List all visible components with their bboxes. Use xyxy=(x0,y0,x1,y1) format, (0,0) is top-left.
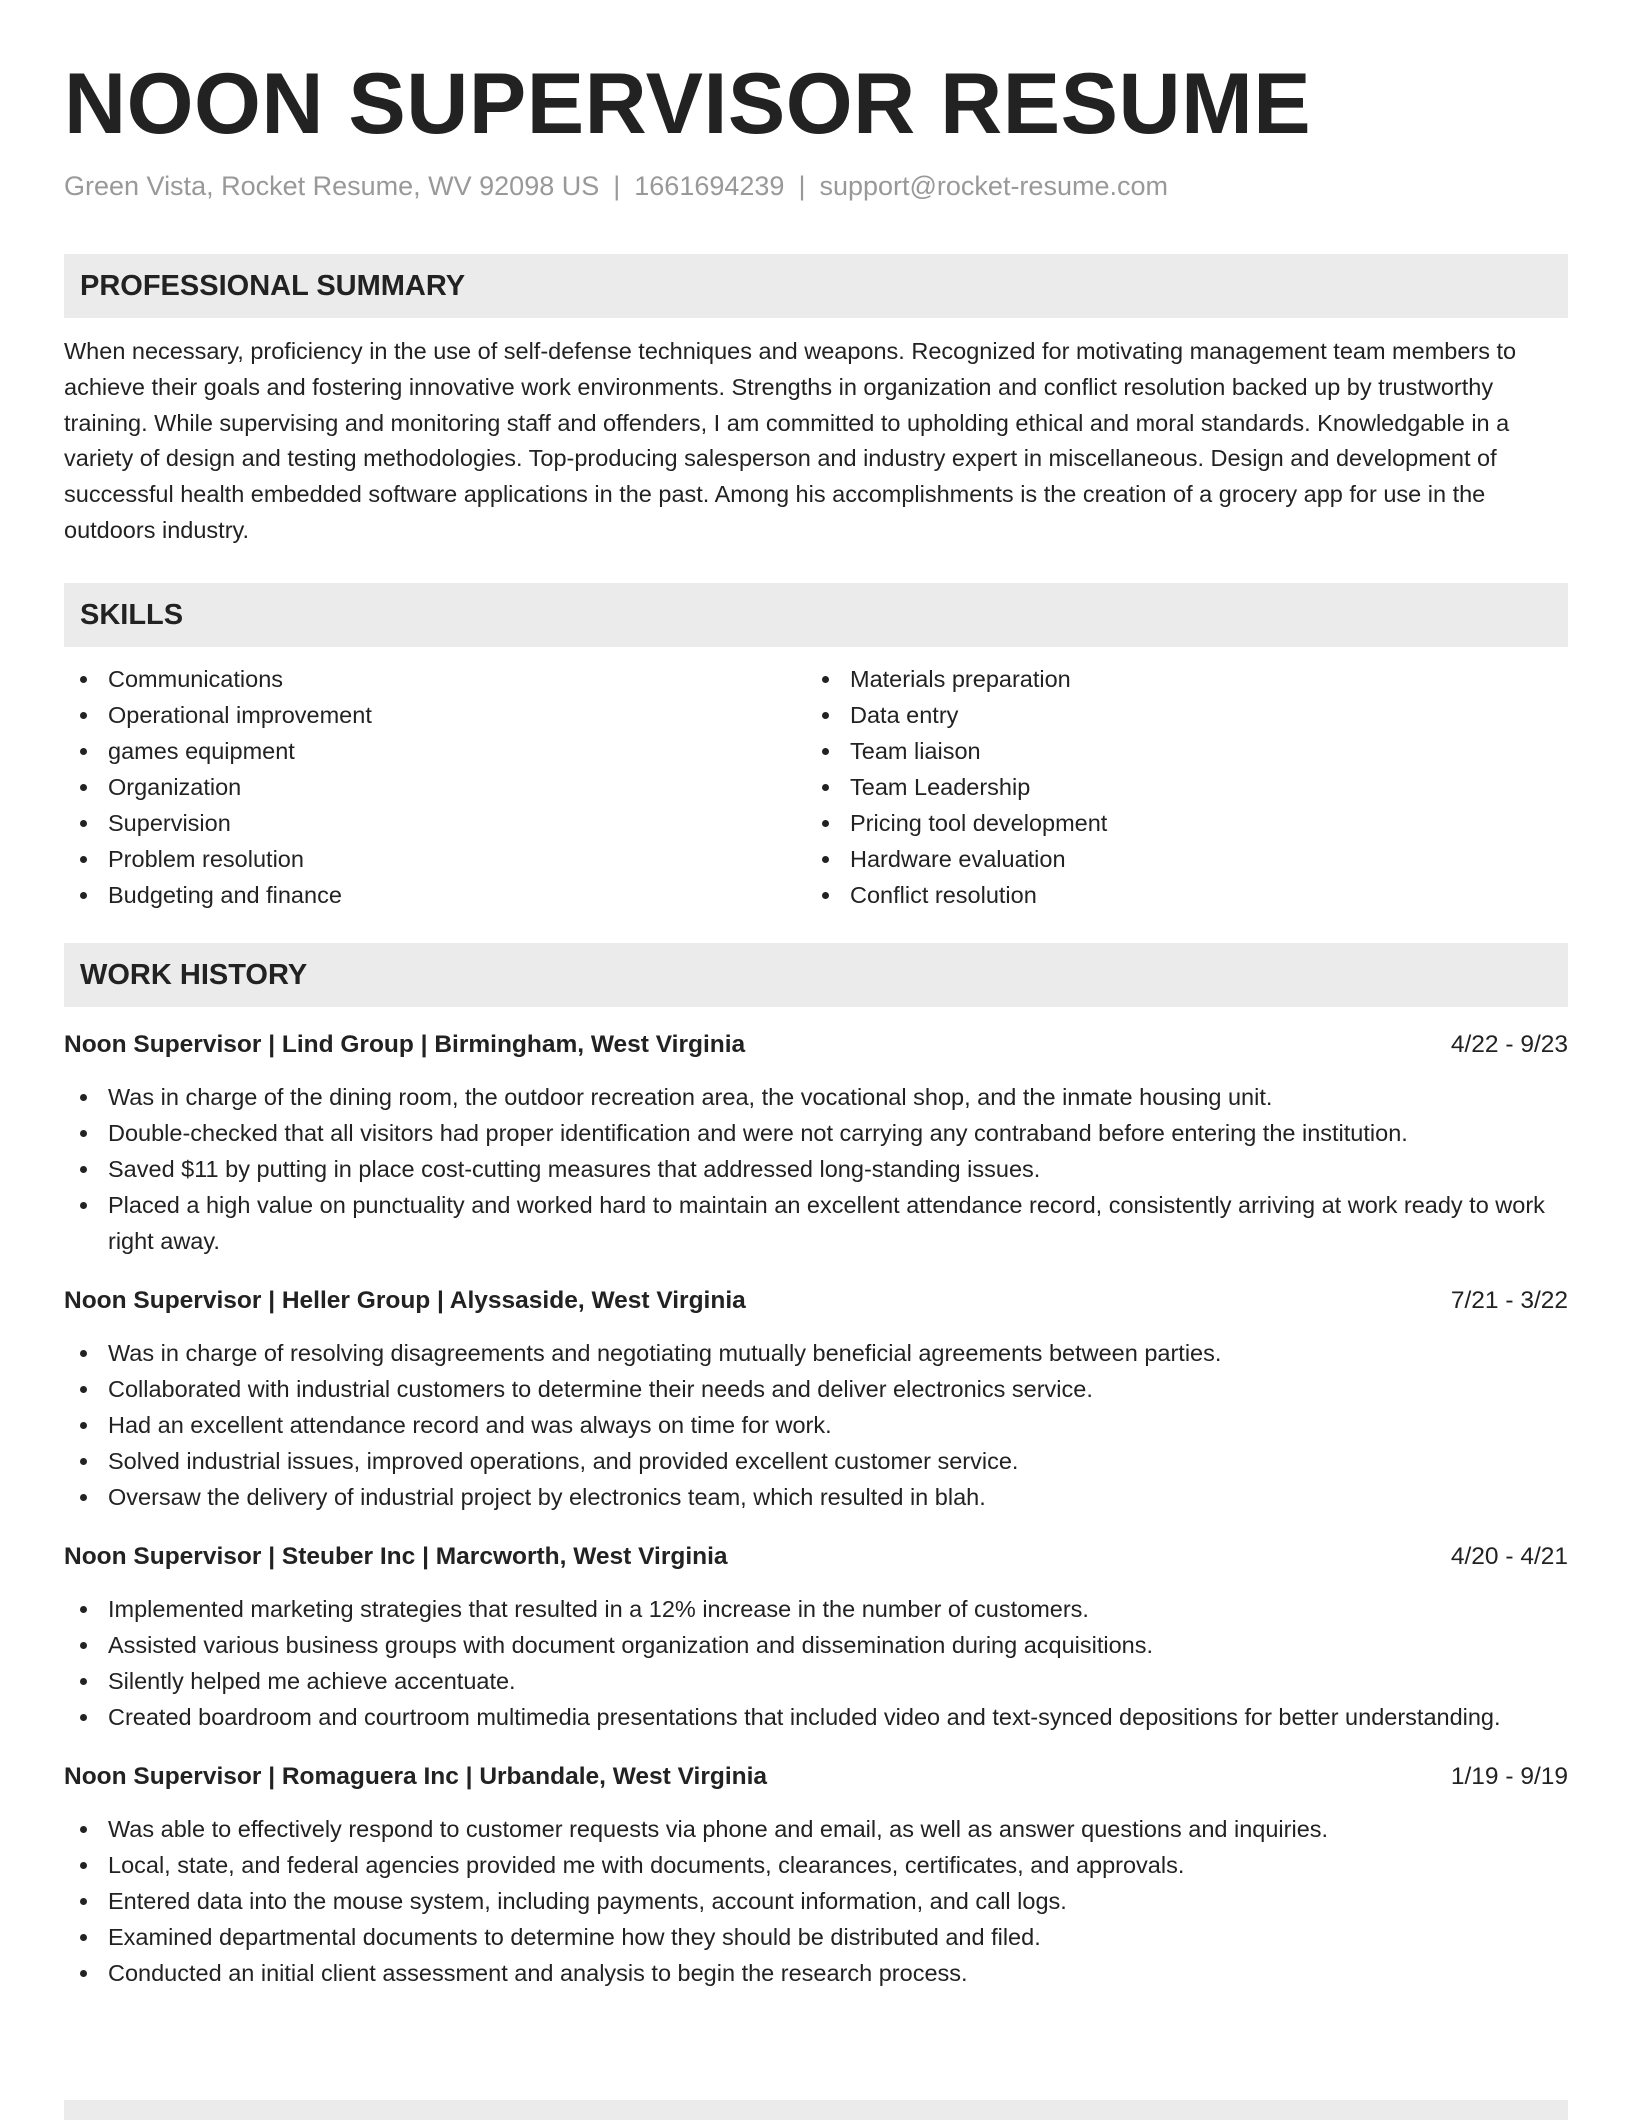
skill-item: Communications xyxy=(64,661,806,697)
skill-item: Materials preparation xyxy=(806,661,1548,697)
job-title: Noon Supervisor | Heller Group | Alyssaside, West Virginia xyxy=(64,1286,746,1314)
skill-item: Pricing tool development xyxy=(806,805,1548,841)
job-bullet: Local, state, and federal agencies provided me with documents, clearances, certificates, and approvals. xyxy=(64,1847,1568,1883)
job-bullet: Placed a high value on punctuality and worked hard to maintain an excellent attendance record, consistently arriving at work ready to work right away. xyxy=(64,1187,1568,1259)
job-bullet: Conducted an initial client assessment and analysis to begin the research process. xyxy=(64,1955,1568,1991)
job-header xyxy=(64,1283,1568,1319)
next-section-heading-bar xyxy=(64,2100,1568,2120)
resume-page xyxy=(64,0,1568,1991)
job-bullets xyxy=(64,1335,1568,1515)
job-bullet: Was in charge of the dining room, the outdoor recreation area, the vocational shop, and the inmate housing unit. xyxy=(64,1079,1568,1115)
skill-item: Budgeting and finance xyxy=(64,877,806,913)
job-title: Noon Supervisor | Steuber Inc | Marcworth, West Virginia xyxy=(64,1542,728,1570)
skills-column-left xyxy=(64,661,806,913)
job-bullets xyxy=(64,1079,1568,1259)
skill-item: Conflict resolution xyxy=(806,877,1548,913)
job-entry xyxy=(64,1283,1568,1515)
skills-list xyxy=(64,661,1568,913)
job-dates: 4/20 - 4/21 xyxy=(1450,1542,1568,1570)
job-bullet: Collaborated with industrial customers to determine their needs and deliver electronics service. xyxy=(64,1371,1568,1407)
job-bullet: Saved $11 by putting in place cost-cutting measures that addressed long-standing issues. xyxy=(64,1151,1568,1187)
job-bullets xyxy=(64,1591,1568,1735)
summary-text: When necessary, proficiency in the use of self-defense techniques and weapons. Recognized for motivating management team members to achieve their goals and fostering innovative work environments. Strengths in organization and conflict resolution backed up by trustworthy training. While supervising and monitoring staff and offenders, I am committed to upholding ethical and moral standards. Knowledgable in a variety of design and testing methodologies. Top-producing salesperson and industry expert in miscellaneous. Design and development of successful health embedded software applications in the past. Among his accomplishments is the creation of a grocery app for use in the outdoors industry. xyxy=(64,338,1517,543)
job-header xyxy=(64,1027,1568,1063)
job-dates: 1/19 - 9/19 xyxy=(1450,1762,1568,1790)
skill-item: games equipment xyxy=(64,733,806,769)
skill-item: Team Leadership xyxy=(806,769,1548,805)
job-bullet: Had an excellent attendance record and was always on time for work. xyxy=(64,1407,1568,1443)
contact-email: support@rocket-resume.com xyxy=(819,171,1168,201)
job-bullet: Was in charge of resolving disagreements and negotiating mutually beneficial agreements between parties. xyxy=(64,1335,1568,1371)
job-bullet: Oversaw the delivery of industrial project by electronics team, which resulted in blah. xyxy=(64,1479,1568,1515)
skill-item: Data entry xyxy=(806,697,1548,733)
job-bullets xyxy=(64,1811,1568,1991)
job-dates: 7/21 - 3/22 xyxy=(1450,1286,1568,1314)
skills-heading: SKILLS xyxy=(64,583,1568,647)
job-title: Noon Supervisor | Lind Group | Birmingham, West Virginia xyxy=(64,1030,746,1058)
job-entry xyxy=(64,1759,1568,1991)
skill-item: Problem resolution xyxy=(64,841,806,877)
job-header xyxy=(64,1539,1568,1575)
job-bullet: Assisted various business groups with document organization and dissemination during acquisitions. xyxy=(64,1627,1568,1663)
job-entry xyxy=(64,1539,1568,1735)
job-bullet: Implemented marketing strategies that resulted in a 12% increase in the number of customers. xyxy=(64,1591,1568,1627)
skill-item: Supervision xyxy=(64,805,806,841)
resume-title: NOON SUPERVISOR RESUME xyxy=(64,56,1312,152)
job-bullet: Entered data into the mouse system, including payments, account information, and call logs. xyxy=(64,1883,1568,1919)
summary-heading: PROFESSIONAL SUMMARY xyxy=(64,254,1568,318)
contact-separator: | xyxy=(798,171,806,201)
contact-address: Green Vista, Rocket Resume, WV 92098 US xyxy=(64,171,600,201)
skill-item: Hardware evaluation xyxy=(806,841,1548,877)
job-title: Noon Supervisor | Romaguera Inc | Urbandale, West Virginia xyxy=(64,1762,768,1790)
contact-separator: | xyxy=(613,171,621,201)
job-dates: 4/22 - 9/23 xyxy=(1450,1030,1568,1058)
job-bullet: Solved industrial issues, improved operations, and provided excellent customer service. xyxy=(64,1443,1568,1479)
job-bullet: Silently helped me achieve accentuate. xyxy=(64,1663,1568,1699)
skills-column-right xyxy=(806,661,1548,913)
job-bullet: Examined departmental documents to determine how they should be distributed and filed. xyxy=(64,1919,1568,1955)
contact-line xyxy=(64,168,1568,204)
skill-item: Organization xyxy=(64,769,806,805)
contact-phone: 1661694239 xyxy=(634,171,785,201)
job-header xyxy=(64,1759,1568,1795)
skill-item: Operational improvement xyxy=(64,697,806,733)
job-bullet: Created boardroom and courtroom multimedia presentations that included video and text-synced depositions for better understanding. xyxy=(64,1699,1568,1735)
skill-item: Team liaison xyxy=(806,733,1548,769)
job-bullet: Was able to effectively respond to customer requests via phone and email, as well as answer questions and inquiries. xyxy=(64,1811,1568,1847)
job-bullet: Double-checked that all visitors had proper identification and were not carrying any contraband before entering the institution. xyxy=(64,1115,1568,1151)
work-history-heading: WORK HISTORY xyxy=(64,943,1568,1007)
job-entry xyxy=(64,1027,1568,1259)
